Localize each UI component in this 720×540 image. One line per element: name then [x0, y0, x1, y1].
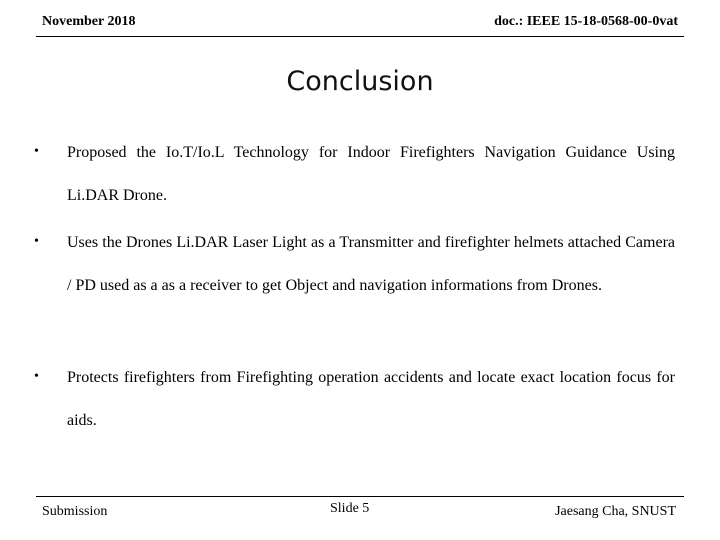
footer-divider — [36, 496, 684, 497]
header-date: November 2018 — [42, 14, 136, 29]
bullet-marker: • — [34, 369, 39, 384]
header-doc-id: doc.: IEEE 15-18-0568-00-0vat — [494, 14, 678, 29]
footer-slide-number: Slide 5 — [330, 501, 370, 516]
bullet-text: Uses the Drones Li.DAR Laser Light as a Transmitter and firefighter helmets attached Camera / PD used as a as a receiver to get Object and navigation informations from Drones. — [67, 234, 675, 294]
footer-author: Jaesang Cha, SNUST — [555, 504, 676, 519]
bullet-marker: • — [34, 234, 39, 249]
bullet-marker: • — [34, 144, 39, 159]
footer-submission: Submission — [42, 504, 108, 519]
slide-title: Conclusion — [286, 66, 434, 97]
header-divider — [36, 36, 684, 37]
bullet-text: Protects firefighters from Firefighting operation accidents and locate exact location focus for aids. — [67, 369, 675, 429]
bullet-text: Proposed the Io.T/Io.L Technology for Indoor Firefighters Navigation Guidance Using Li.DAR Drone. — [67, 144, 675, 204]
